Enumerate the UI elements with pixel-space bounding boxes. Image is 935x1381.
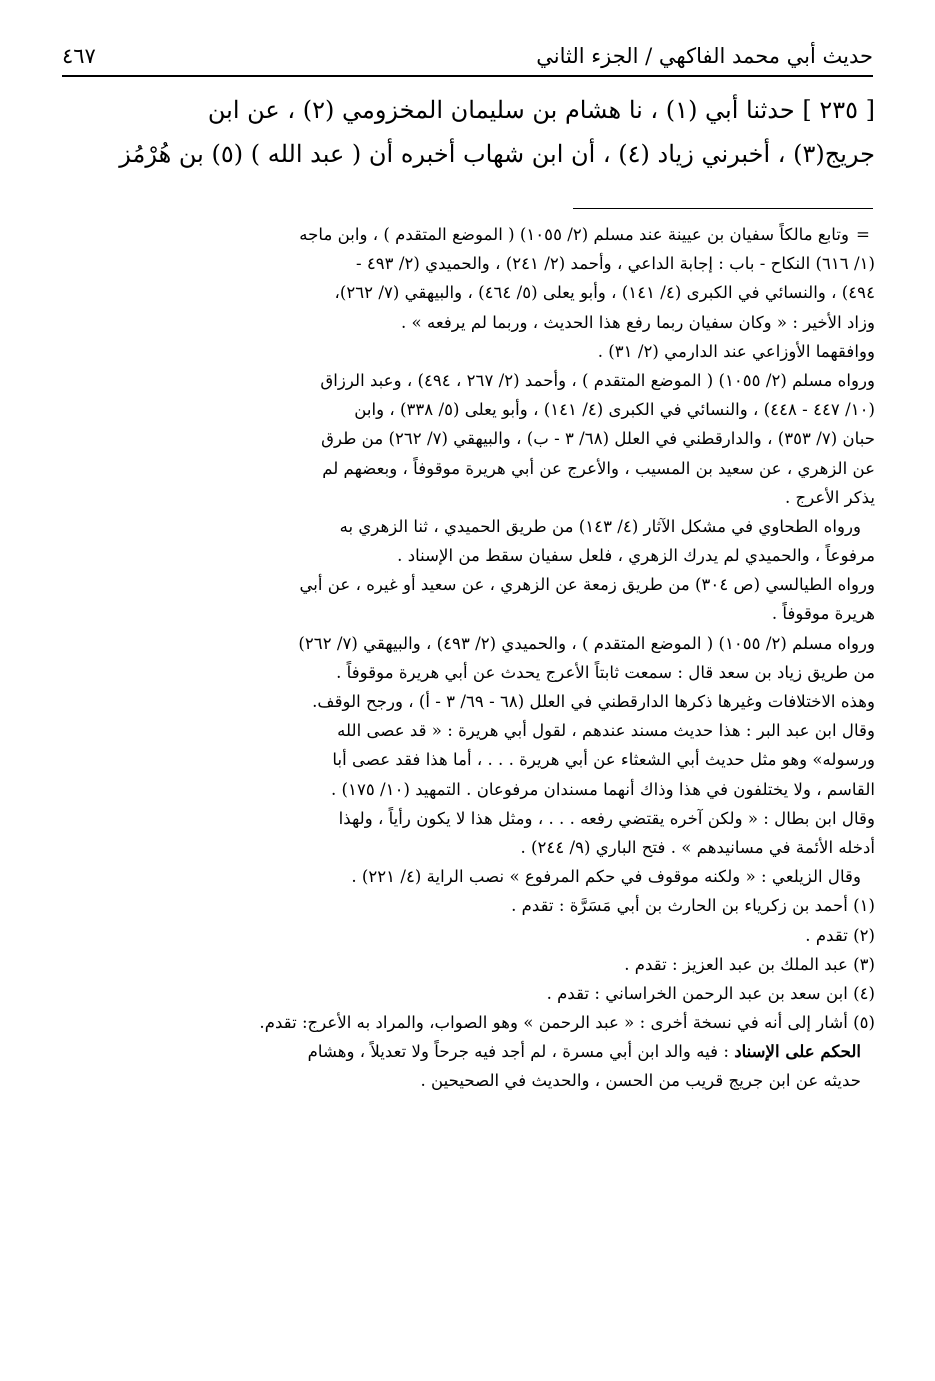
footnote-line: القاسم ، ولا يختلفون في هذا وذاك أنهما مسندان مرفوعان . التمهيد (١٠/ ١٧٥) . xyxy=(331,779,875,799)
footnote-line: (٤) ابن سعد بن عبد الرحمن الخراساني : تقدم . xyxy=(546,983,875,1003)
ruling-line: حديثه عن ابن جريج قريب من الحسن ، والحديث في الصحيحين . xyxy=(420,1071,861,1091)
footnote-line: ورواه الطحاوي في مشكل الآثار (٤/ ١٤٣) من طريق الحميدي ، ثنا الزهري به xyxy=(339,516,861,536)
footnote-line-text: وتابع مالكاً سفيان بن عيينة عند مسلم (٢/ ١٠٥٥) ( الموضع المتقدم ) ، وابن ماجه xyxy=(299,225,849,244)
header-rule xyxy=(62,75,873,77)
footnote-line: (١٠/ ٤٤٧ - ٤٤٨) ، والنسائي في الكبرى (٤/ ١٤١) ، وأبو يعلى (٥/ ٣٣٨) ، وابن xyxy=(354,400,875,420)
footnote-line: من طريق زياد بن سعد قال : سمعت ثابتاً الأعرج يحدث عن أبي هريرة موقوفاً . xyxy=(336,662,875,682)
footnote-line: يذكر الأعرج . xyxy=(784,487,875,507)
footnote-line: (١) أحمد بن زكرياء بن الحارث بن أبي مَسَرَّة : تقدم . xyxy=(511,896,875,916)
hadith-line: [ ٢٣٥ ] حدثنا أبي (١) ، نا هشام بن سليمان المخزومي (٢) ، عن ابن xyxy=(207,96,875,124)
footnote-line: ورسوله» وهو مثل حديث أبي الشعثاء عن أبي هريرة . . . ، أما هذا فقد عصى أبا xyxy=(332,750,875,770)
ruling-line xyxy=(62,1037,875,1066)
footnote-line: هريرة موقوفاً . xyxy=(771,604,875,624)
hadith-line: جريج(٣) ، أخبرني زياد (٤) ، أن ابن شهاب أخبره أن ( عبد الله ) (٥) بن هُرْمُز xyxy=(119,140,875,168)
ruling-label: الحكم على الإسناد xyxy=(734,1041,861,1062)
footnote-line xyxy=(62,220,875,249)
footnote-line: ووافقهما الأوزاعي عند الدارمي (٢/ ٣١) . xyxy=(597,341,875,361)
footnote-line: (٢) تقدم . xyxy=(805,925,875,945)
footnotes xyxy=(62,220,875,1096)
footnote-line: ورواه الطيالسي (ص ٣٠٤) من طريق زمعة عن الزهري ، عن سعيد أو غيره ، عن أبي xyxy=(299,575,875,595)
footnote-line: وهذه الاختلافات وغيرها ذكرها الدارقطني في العلل (٦٨ - ٦٩/ ٣ - أ) ، ورجح الوقف. xyxy=(312,692,875,711)
ruling-text: : فيه والد ابن أبي مسرة ، لم أجد فيه جرحاً ولا تعديلاً ، وهشام xyxy=(307,1042,729,1062)
footnote-line: أدخله الأئمة في مسانيدهم » . فتح الباري (٩/ ٢٤٤) . xyxy=(520,837,875,857)
footnote-rule xyxy=(573,208,873,209)
footnote-line: ورواه مسلم (٢/ ١٠٥٥) ( الموضع المتقدم ) ، وأحمد (٢/ ٢٦٧ ، ٤٩٤) ، وعبد الرزاق xyxy=(320,370,875,390)
running-header xyxy=(62,38,873,74)
footnote-line: وقال الزيلعي : « ولكنه موقوف في حكم المرفوع » نصب الراية (٤/ ٢٢١) . xyxy=(351,867,861,887)
hadith-text xyxy=(62,88,875,176)
footnote-line: (١/ ٦١٦) النكاح - باب : إجابة الداعي ، وأحمد (٢/ ٢٤١) ، والحميدي (٢/ ٤٩٣ - xyxy=(355,254,875,274)
footnote-line: ورواه مسلم (٢/ ١٠٥٥) ( الموضع المتقدم ) ، والحميدي (٢/ ٤٩٣) ، والبيهقي (٧/ ٢٦٢) xyxy=(298,633,875,653)
footnote-line: مرفوعاً ، والحميدي لم يدرك الزهري ، فلعل سفيان سقط من الإسناد . xyxy=(397,546,875,566)
footnote-line: ٤٩٤) ، والنسائي في الكبرى (٤/ ١٤١) ، وأبو يعلى (٥/ ٤٦٤) ، والبيهقي (٧/ ٢٦٢)، xyxy=(334,283,875,303)
page-number: ٤٦٧ xyxy=(62,44,96,68)
continuation-mark: = xyxy=(856,225,870,244)
running-title: حديث أبي محمد الفاكهي / الجزء الثاني xyxy=(536,44,873,68)
footnote-line: (٣) عبد الملك بن عبد العزيز : تقدم . xyxy=(624,954,875,974)
footnote-line: حبان (٧/ ٣٥٣) ، والدارقطني في العلل (٦٨/ ٣ - ب) ، والبيهقي (٧/ ٢٦٢) من طرق xyxy=(321,429,875,449)
footnote-line: وقال ابن بطال : « ولكن آخره يقتضي رفعه . . . ، ومثل هذا لا يكون رأياً ، ولهذا xyxy=(338,808,875,828)
footnote-line: (٥) أشار إلى أنه في نسخة أخرى : « عبد الرحمن » وهو الصواب، والمراد به الأعرج: تقدم. xyxy=(259,1013,875,1033)
footnote-line: وقال ابن عبد البر : هذا حديث مسند عندهم ، لقول أبي هريرة : « قد عصى الله xyxy=(337,721,875,741)
footnote-line: عن الزهري ، عن سعيد بن المسيب ، والأعرج عن أبي هريرة موقوفاً ، وبعضهم لم xyxy=(322,458,875,478)
footnote-line: وزاد الأخير : « وكان سفيان ربما رفع هذا الحديث ، وربما لم يرفعه » . xyxy=(401,312,875,332)
